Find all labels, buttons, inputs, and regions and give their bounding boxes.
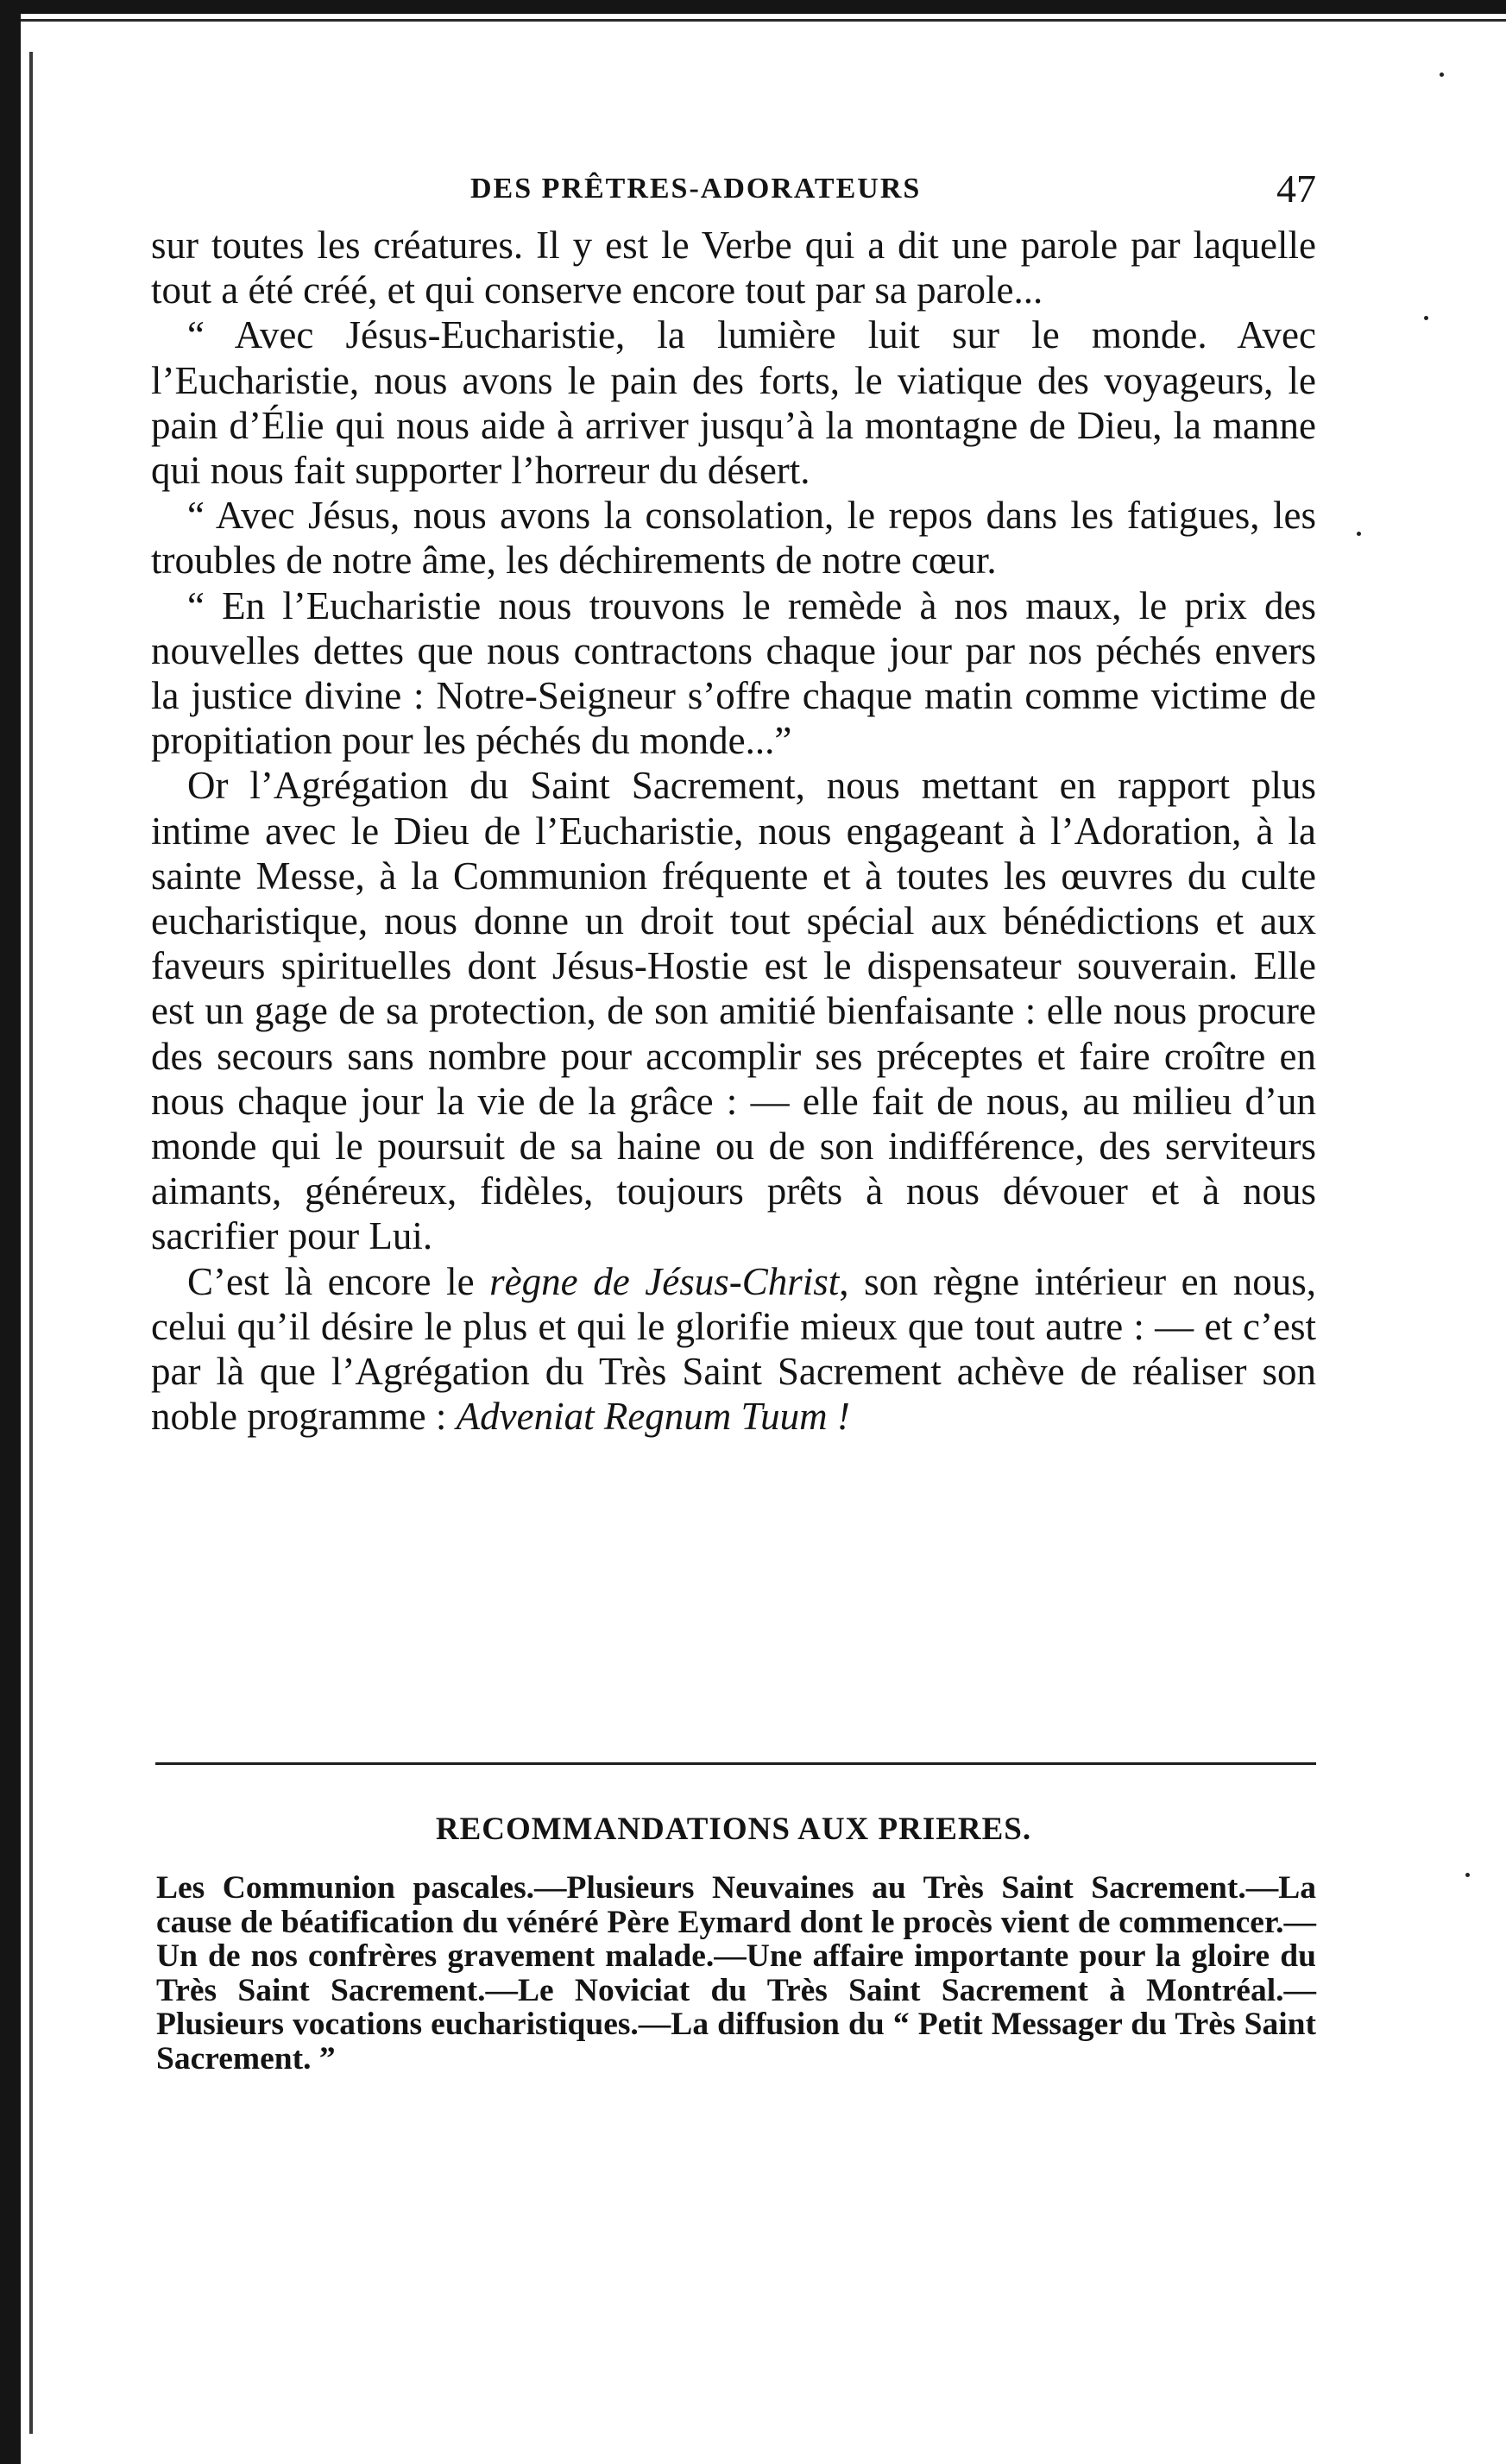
text-run: C’est là encore le [187,1259,490,1303]
left-binding-shadow [29,52,33,2434]
paragraph: “ Avec Jésus, nous avons la consolation, le repos dans les fatigues, les troubles de notre âme, les déchirements de notre cœur. [151,494,1316,583]
main-text [151,223,1316,1439]
italic-phrase: règne de Jésus-Christ [489,1259,840,1303]
paragraph: Les Communion pascales.—Plusieurs Neuvaines au Très Saint Sacrement.—La cause de béatification du vénéré Père Eymard dont le procès vient de commencer.—Un de nos confrères gravement malade.—Une affaire importante pour la gloire du Très Saint Sacrement.—Le Noviciat du Très Saint Sacrement à Montréal.—Plusieurs vocations eucharistiques.—La diffusion du “ Petit Messager du Très Saint Sacrement. ” [156,1870,1316,2076]
paragraph: “ En l’Eucharistie nous trouvons le remède à nos maux, le prix des nouvelles dettes que nous contractons chaque jour par nos péchés envers la justice divine : Notre-Seigneur s’offre chaque matin comme victime de propitiation pour les péchés du monde...” [151,583,1316,763]
scan-speck [1440,72,1444,77]
scan-speck [1424,316,1428,320]
top-border-rule [0,0,1506,14]
paragraph: sur toutes les créatures. Il y est le Verbe qui a dit une parole par laquelle tout a été créé, et qui conserve encore tout par sa parole... [151,224,1316,312]
running-head [151,166,1316,217]
section-divider [155,1762,1316,1765]
section-title: RECOMMANDATIONS AUX PRIERES. [435,1812,1032,1847]
text-run: , son règne intérieur en nous, celui qu’il désire le plus et qui le glorifie mieux que tout autre : — et c’est par là que l’Agrégation du Très Saint Sacrement achève de réaliser son noble programme : [151,1259,1316,1439]
paragraph: “ Avec Jésus-Eucharistie, la lumière luit sur le monde. Avec l’Eucharistie, nous avons le pain des forts, le viatique des voyageurs, le pain d’Élie qui nous aide à arriver jusqu’à la montagne de Dieu, la manne qui nous fait supporter l’horreur du désert. [151,313,1316,493]
paragraph: Or l’Agrégation du Saint Sacrement, nous mettant en rapport plus intime avec le Dieu de l’Eucharistie, nous engageant à l’Adoration, à la sainte Messe, à la Communion fréquente et à toutes les œuvres du culte eucharistique, nous donne un droit tout spécial aux bénédictions et aux faveurs spirituelles dont Jésus-Hostie est le dispensateur souverain. Elle est un gage de sa protection, de son amitié bienfaisante : elle nous procure des secours sans nombre pour accomplir ses préceptes et faire croître en nous chaque jour la vie de la grâce : — elle fait de nous, au milieu d’un monde qui le poursuit de sa haine ou de son indifférence, des serviteurs aimants, généreux, fidèles, toujours prêts à nous dévouer et à nous sacrifier pour Lui. [151,764,1316,1258]
scan-speck [1465,1873,1470,1877]
page-number: 47 [1276,167,1316,211]
top-border-thin-rule [0,19,1506,22]
recommendations-text [156,1871,1316,2076]
scan-speck [1357,532,1361,536]
left-binding-edge [0,0,21,2464]
italic-motto: Adveniat Regnum Tuum ! [456,1395,850,1439]
running-title: DES PRÊTRES-ADORATEURS [470,173,922,205]
paragraph [151,1259,1316,1440]
